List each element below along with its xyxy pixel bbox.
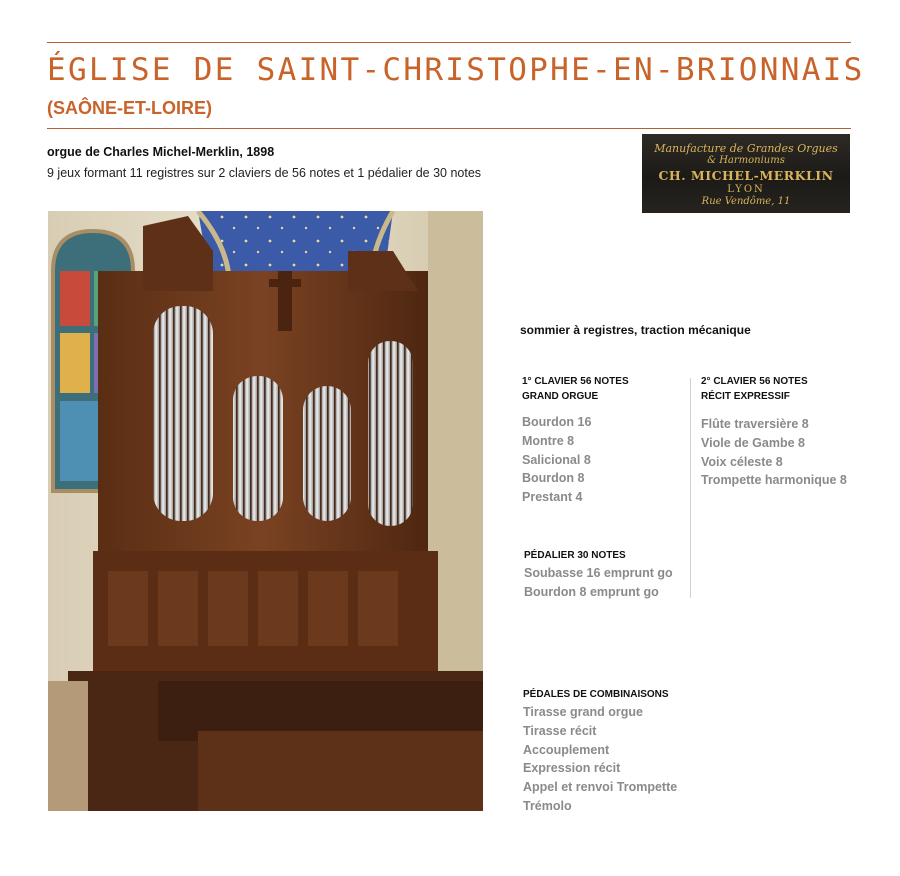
stop-item: Viole de Gambe 8 xyxy=(701,435,805,450)
stop-item: Flûte traversière 8 xyxy=(701,417,809,431)
stop-item: Bourdon 16 xyxy=(522,415,592,429)
plaque-line-1: Manufacture de Grandes Orgues xyxy=(654,142,838,155)
combinaisons-list xyxy=(523,703,677,816)
page-title: ÉGLISE DE SAINT-CHRISTOPHE-EN-BRIONNAIS xyxy=(47,52,865,88)
stop-item: Voix céleste 8 xyxy=(701,454,783,469)
plaque-line-2: & Harmoniums xyxy=(707,155,785,166)
stop-item: Prestant 4 xyxy=(522,490,583,505)
organ-description: 9 jeux formant 11 registres sur 2 claviers de 56 notes et 1 pédalier de 30 notes xyxy=(47,166,482,180)
clavier2-stop-list xyxy=(701,415,847,490)
combination-item: Tirasse récit xyxy=(523,723,597,738)
column-divider xyxy=(690,378,691,598)
combination-item: Expression récit xyxy=(523,761,621,776)
organ-builder-line: orgue de Charles Michel-Merklin, 1898 xyxy=(47,145,275,159)
clavier1-header-line1: 1° CLAVIER 56 NOTES xyxy=(522,376,629,387)
stop-item: Trompette harmonique 8 xyxy=(701,473,847,488)
combination-item: Appel et renvoi Trompette xyxy=(523,780,678,795)
combination-item: Trémolo xyxy=(523,798,572,813)
pedalier-stop-list xyxy=(524,564,673,602)
builder-plaque-image xyxy=(642,134,850,213)
combination-item: Tirasse grand orgue xyxy=(523,705,643,719)
clavier1-header-line2: GRAND ORGUE xyxy=(522,391,599,402)
combinaisons-header: PÉDALES DE COMBINAISONS xyxy=(523,689,669,700)
stop-item: Bourdon 8 xyxy=(522,471,585,486)
clavier2-header-line1: 2° CLAVIER 56 NOTES xyxy=(701,376,808,387)
pedalier-header: PÉDALIER 30 NOTES xyxy=(524,550,626,561)
top-rule xyxy=(47,42,851,43)
clavier1-stop-list xyxy=(522,413,591,507)
stop-item: Bourdon 8 emprunt go xyxy=(524,584,659,599)
page-subtitle: (SAÔNE-ET-LOIRE) xyxy=(47,98,212,118)
clavier2-header-line2: RÉCIT EXPRESSIF xyxy=(701,391,790,402)
plaque-line-4: LYON xyxy=(727,184,765,195)
combination-item: Accouplement xyxy=(523,742,610,757)
plaque-line-5: Rue Vendôme, 11 xyxy=(701,196,791,207)
stop-item: Soubasse 16 emprunt go xyxy=(524,566,673,580)
clavier1-header xyxy=(522,374,629,404)
organ-photo xyxy=(48,211,483,811)
bottom-rule xyxy=(47,128,851,129)
plaque-line-3: CH. MICHEL-MERKLIN xyxy=(658,168,834,183)
mechanism-text: sommier à registres, traction mécanique xyxy=(520,323,751,337)
stop-item: Salicional 8 xyxy=(522,452,591,467)
clavier2-header xyxy=(701,374,808,404)
stop-item: Montre 8 xyxy=(522,433,575,448)
